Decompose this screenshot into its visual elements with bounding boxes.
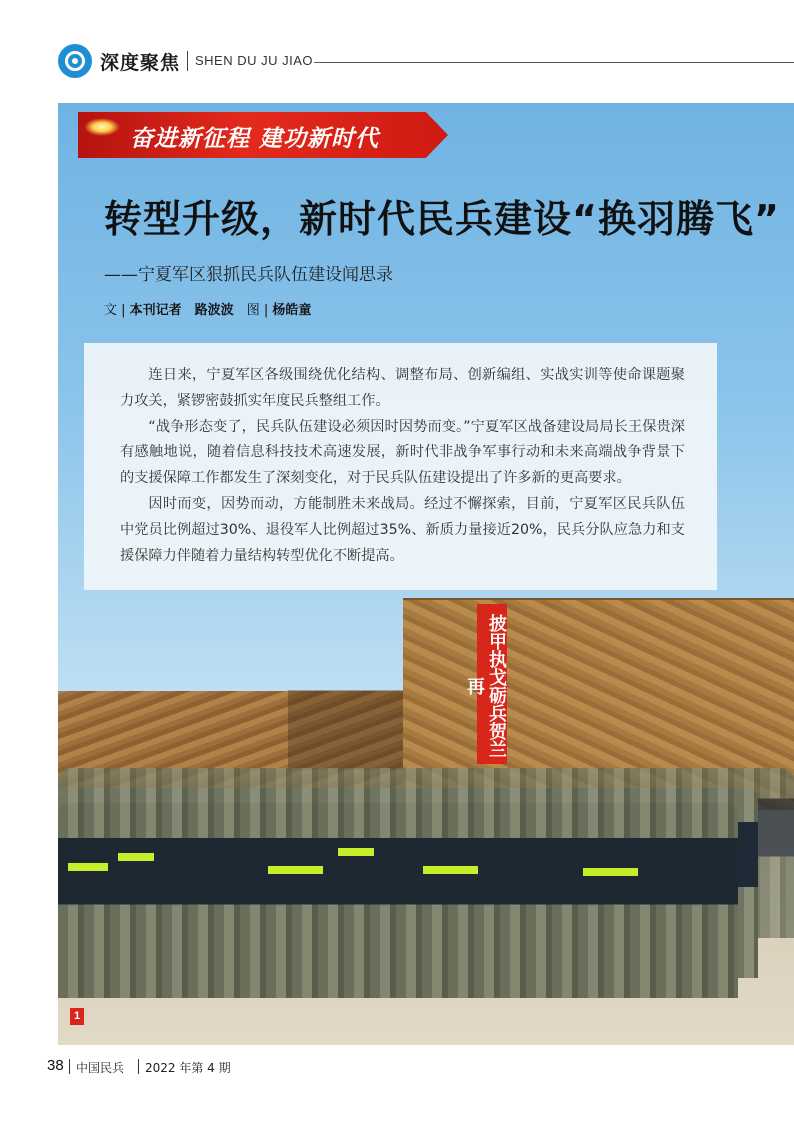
footer-divider <box>138 1059 139 1074</box>
byline-text-label: 文 <box>104 303 118 318</box>
troop-formation <box>58 748 794 998</box>
section-header <box>58 42 794 82</box>
abstract-paragraph: 连日来，宁夏军区各级围绕优化结构、调整布局、创新编组、实战实训等使命课题聚力攻关，紧锣密鼓抓实年度民兵整组工作。 <box>120 367 685 409</box>
abstract-paragraph: “战争形态变了，民兵队伍建设必须因时因势而变。”宁夏军区战备建设局局长王保贵深有感触地说，随着信息科技技术高速发展，新时代非战争军事行动和未来高端战争背景下的支援保障工作都发生了深刻变化，对于民兵队伍建设提出了许多新的更高要求。 <box>120 418 685 487</box>
troop-row-front <box>58 803 738 998</box>
issue-label: 2022 年第 4 期 <box>145 1061 231 1075</box>
vertical-slogan-banner: 披甲执戈砺兵贺兰再 <box>477 604 507 764</box>
banner-text: 奋进新征程 建功新时代 <box>130 126 380 152</box>
abstract-paragraph: 因时而变，因势而动，方能制胜未来战局。经过不懈探索，目前，宁夏军区民兵队伍中党员比例超过30%、退役军人比例超过35%、新质力量接近20%，民兵分队应急力和支援保障力伴随着力量结构转型优化不断提高。 <box>120 495 685 564</box>
byline-author: 本刊记者 路波波 <box>129 303 234 318</box>
article-hero <box>58 103 794 1045</box>
article-subtitle: ——宁夏军区狠抓民兵队伍建设闻思录 <box>104 265 393 285</box>
byline-photo-label: 图 <box>246 303 260 318</box>
camera-lens-icon <box>58 44 92 78</box>
footer-divider <box>69 1059 70 1074</box>
article-title: 转型升级，新时代民兵建设“换羽腾飞” <box>104 197 780 241</box>
header-divider <box>187 51 188 71</box>
reflective-vest-stripe <box>118 853 154 861</box>
section-title: 深度聚焦 <box>100 52 181 74</box>
reflective-vest-stripe <box>583 868 638 876</box>
publication-name: 中国民兵 <box>76 1061 125 1075</box>
reflective-vest-stripe <box>338 848 374 856</box>
theme-banner <box>78 112 448 158</box>
photo-number-tag: 1 <box>70 1008 84 1025</box>
byline: 文 | 本刊记者 路波波 图 | 杨皓童 <box>104 303 312 318</box>
reflective-vest-stripe <box>268 866 323 874</box>
reflective-vest-stripe <box>423 866 478 874</box>
section-pinyin: SHEN DU JU JIAO <box>195 53 314 68</box>
star-flare-icon <box>84 118 120 136</box>
page-number: 38 <box>47 1057 64 1074</box>
reflective-vest-stripe <box>68 863 108 871</box>
header-rule <box>314 62 794 63</box>
article-abstract <box>84 343 717 590</box>
byline-photographer: 杨皓童 <box>272 303 312 318</box>
militia-formation-photo <box>58 598 794 1045</box>
